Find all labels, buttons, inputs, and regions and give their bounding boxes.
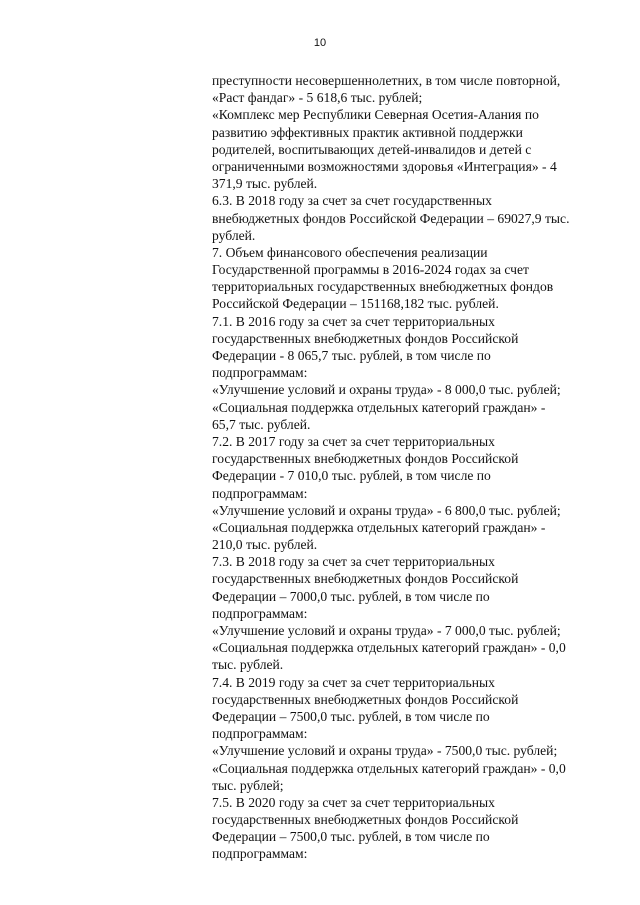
text-line: Государственной программы в 2016-2024 годах за счет [212, 262, 529, 278]
text-line: государственных внебюджетных фондов Российской [212, 451, 519, 467]
text-line: государственных внебюджетных фондов Российской [212, 812, 519, 828]
text-line: «Раст фандаг» - 5 618,6 тыс. рублей; [212, 90, 423, 106]
text-line: Российской Федерации – 151168,182 тыс. рублей. [212, 296, 499, 312]
text-line: «Улучшение условий и охраны труда» - 7500,0 тыс. рублей; [212, 743, 558, 759]
text-line: «Социальная поддержка отдельных категорий граждан» - [212, 399, 546, 415]
text-line: «Комплекс мер Республики Северная Осетия-Алания по [212, 107, 539, 123]
text-line: подпрограммам: [212, 726, 308, 742]
text-line: тыс. рублей; [212, 777, 284, 793]
text-line: «Социальная поддержка отдельных категорий граждан» - 0,0 [212, 760, 566, 776]
text-line: преступности несовершеннолетних, в том числе повторной, [212, 73, 561, 88]
text-line: Федерации - 7 010,0 тыс. рублей, в том числе по [212, 468, 491, 484]
text-line: подпрограммам: [212, 365, 308, 381]
text-line: 210,0 тыс. рублей. [212, 537, 318, 553]
text-line: «Социальная поддержка отдельных категорий граждан» - 0,0 [212, 640, 566, 656]
text-line: 7.1. В 2016 году за счет за счет территориальных [212, 313, 495, 329]
text-line: развитию эффективных практик активной поддержки [212, 124, 523, 140]
text-line: подпрограммам: [212, 605, 308, 621]
page-number: 10 [313, 37, 327, 49]
text-line: 7.4. В 2019 году за счет за счет территориальных [212, 674, 495, 690]
text-line: Федерации - 8 065,7 тыс. рублей, в том числе по [212, 348, 491, 363]
text-line: внебюджетных фондов Российской Федерации – 69027,9 тыс. [212, 210, 570, 226]
text-line: 371,9 тыс. рублей. [212, 176, 318, 192]
document-body [212, 72, 618, 863]
text-line: государственных внебюджетных фондов Российской [212, 691, 519, 707]
text-line: 7.2. В 2017 году за счет за счет территориальных [212, 433, 495, 449]
text-line: подпрограммам: [212, 846, 308, 862]
text-line: рублей. [212, 227, 256, 243]
text-line: Федерации – 7500,0 тыс. рублей, в том числе по [212, 708, 490, 724]
text-line: тыс. рублей. [212, 657, 284, 673]
text-line: 65,7 тыс. рублей. [212, 416, 311, 432]
text-line: «Улучшение условий и охраны труда» - 8 000,0 тыс. рублей; [212, 382, 561, 398]
text-line: 7.3. В 2018 году за счет за счет территориальных [212, 554, 495, 570]
text-line: государственных внебюджетных фондов Российской [212, 330, 519, 346]
text-line: «Улучшение условий и охраны труда» - 7 000,0 тыс. рублей; [212, 623, 561, 638]
text-line: ограниченными возможностями здоровья «Интеграция» - 4 [212, 158, 557, 174]
text-line: Федерации – 7500,0 тыс. рублей, в том числе по [212, 829, 490, 845]
text-line: «Социальная поддержка отдельных категорий граждан» - [212, 519, 546, 535]
text-line: государственных внебюджетных фондов Российской [212, 571, 519, 587]
text-line: 7.5. В 2020 году за счет за счет территориальных [212, 794, 495, 810]
text-line: подпрограммам: [212, 485, 308, 501]
text-line: «Улучшение условий и охраны труда» - 6 800,0 тыс. рублей; [212, 502, 561, 518]
text-line: родителей, воспитывающих детей-инвалидов и детей с [212, 141, 532, 157]
text-line: Федерации – 7000,0 тыс. рублей, в том числе по [212, 588, 490, 604]
text-line: 6.3. В 2018 году за счет за счет государственных [212, 193, 492, 209]
text-line: 7. Объем финансового обеспечения реализации [212, 244, 488, 260]
text-line: территориальных государственных внебюджетных фондов [212, 279, 554, 295]
